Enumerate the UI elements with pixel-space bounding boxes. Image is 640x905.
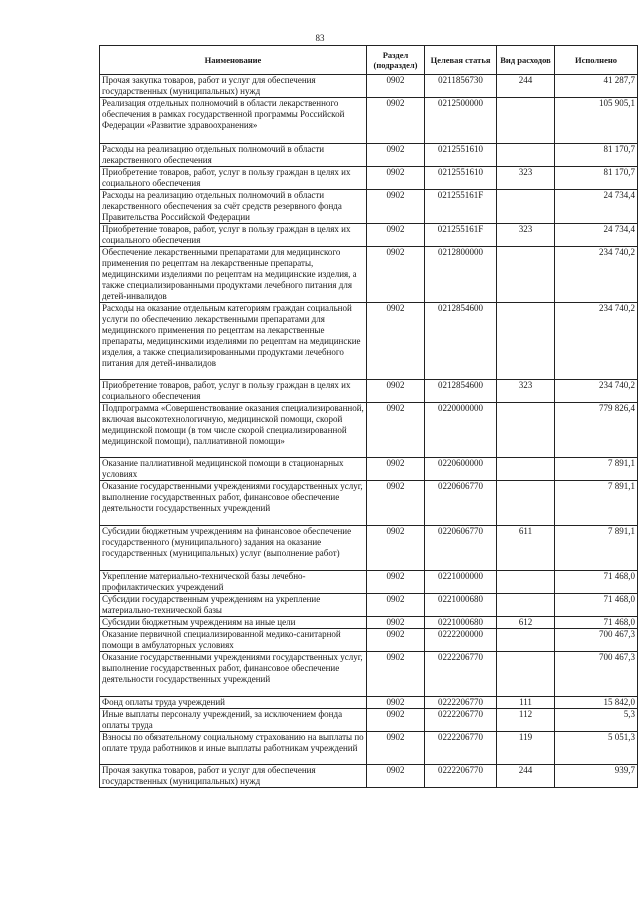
row-type: 611 [497, 526, 555, 571]
table-row [100, 617, 638, 629]
row-amount: 24 734,4 [555, 190, 638, 224]
row-amount: 7 891,1 [555, 481, 638, 526]
row-code: 0222206770 [425, 697, 497, 709]
table-row [100, 224, 638, 247]
row-name: Расходы на оказание отдельным категориям граждан социальной услуги по обеспечению лекарственными препаратами для медицинского применения по рецептам на лекарственные препараты, медицинскими изделиями по рецептам на медицинские изделия, а также специализированными продуктами лечебного питания для детей-инвалидов [100, 303, 367, 380]
row-name: Оказание паллиативной медицинской помощи в стационарных условиях [100, 458, 367, 481]
row-name: Фонд оплаты труда учреждений [100, 697, 367, 709]
row-type: 119 [497, 732, 555, 765]
table-row [100, 167, 638, 190]
table-row [100, 144, 638, 167]
row-code: 0220600000 [425, 458, 497, 481]
table-row [100, 526, 638, 571]
row-section: 0902 [367, 697, 425, 709]
row-name: Реализация отдельных полномочий в области лекарственного обеспечения в рамках государственной программы Российской Федерации «Развитие здравоохранения» [100, 98, 367, 144]
table-row [100, 380, 638, 403]
row-type [497, 629, 555, 652]
row-name: Подпрограмма «Совершенствование оказания специализированной, включая высокотехнологичную, медицинской помощи, скорой медицинской помощи (в том числе скорой специализированной медицинской помощи), паллиативной помощи» [100, 403, 367, 458]
row-code: 0220606770 [425, 481, 497, 526]
row-code: 021255161F [425, 190, 497, 224]
row-name: Прочая закупка товаров, работ и услуг для обеспечения государственных (муниципальных) нужд [100, 75, 367, 98]
row-name: Расходы на реализацию отдельных полномочий в области лекарственного обеспечения [100, 144, 367, 167]
table-row [100, 594, 638, 617]
header-code: Целевая статья [425, 46, 497, 75]
table-row [100, 190, 638, 224]
row-code: 0212854600 [425, 303, 497, 380]
row-amount: 105 905,1 [555, 98, 638, 144]
row-amount: 71 468,0 [555, 571, 638, 594]
row-type [497, 98, 555, 144]
row-type [497, 403, 555, 458]
page-number: 83 [315, 33, 325, 43]
row-amount: 71 468,0 [555, 594, 638, 617]
row-code: 0222206770 [425, 652, 497, 697]
table-row [100, 571, 638, 594]
row-amount: 81 170,7 [555, 167, 638, 190]
row-section: 0902 [367, 765, 425, 788]
table-row [100, 403, 638, 458]
row-section: 0902 [367, 629, 425, 652]
row-name: Оказание государственными учреждениями государственных услуг, выполнение государственных работ, финансовое обеспечение деятельности государственных учреждений [100, 481, 367, 526]
table-row [100, 732, 638, 765]
row-section: 0902 [367, 709, 425, 732]
table-row [100, 709, 638, 732]
row-type [497, 144, 555, 167]
row-amount: 779 826,4 [555, 403, 638, 458]
row-amount: 234 740,2 [555, 247, 638, 303]
row-code: 0220000000 [425, 403, 497, 458]
row-type: 323 [497, 380, 555, 403]
row-name: Приобретение товаров, работ, услуг в пользу граждан в целях их социального обеспечения [100, 224, 367, 247]
row-section: 0902 [367, 190, 425, 224]
row-name: Субсидии бюджетным учреждениям на иные цели [100, 617, 367, 629]
row-amount: 700 467,3 [555, 629, 638, 652]
row-section: 0902 [367, 75, 425, 98]
row-amount: 5,3 [555, 709, 638, 732]
row-section: 0902 [367, 380, 425, 403]
table-row [100, 458, 638, 481]
row-amount: 939,7 [555, 765, 638, 788]
row-code: 0212551610 [425, 167, 497, 190]
row-amount: 71 468,0 [555, 617, 638, 629]
row-name: Взносы по обязательному социальному страхованию на выплаты по оплате труда работников и иные выплаты работникам учреждений [100, 732, 367, 765]
row-section: 0902 [367, 303, 425, 380]
row-code: 0221000680 [425, 594, 497, 617]
row-type: 244 [497, 765, 555, 788]
row-name: Субсидии государственным учреждениям на укрепление материально-технической базы [100, 594, 367, 617]
row-name: Укрепление материально-технической базы лечебно-профилактических учреждений [100, 571, 367, 594]
row-section: 0902 [367, 617, 425, 629]
row-amount: 234 740,2 [555, 303, 638, 380]
row-amount: 700 467,3 [555, 652, 638, 697]
row-type [497, 594, 555, 617]
table-row [100, 303, 638, 380]
row-amount: 81 170,7 [555, 144, 638, 167]
table-header [100, 46, 638, 75]
row-name: Субсидии бюджетным учреждениям на финансовое обеспечение государственного (муниципального) задания на оказание государственных (муниципальных) услуг (выполнение работ) [100, 526, 367, 571]
row-section: 0902 [367, 652, 425, 697]
row-name: Прочая закупка товаров, работ и услуг для обеспечения государственных (муниципальных) нужд [100, 765, 367, 788]
header-section: Раздел (подраздел) [367, 46, 425, 75]
row-section: 0902 [367, 403, 425, 458]
row-section: 0902 [367, 481, 425, 526]
row-amount: 5 051,3 [555, 732, 638, 765]
row-type [497, 190, 555, 224]
row-type: 111 [497, 697, 555, 709]
row-name: Приобретение товаров, работ, услуг в пользу граждан в целях их социального обеспечения [100, 380, 367, 403]
row-code: 0221000680 [425, 617, 497, 629]
budget-table [99, 45, 638, 788]
row-code: 0212800000 [425, 247, 497, 303]
row-amount: 24 734,4 [555, 224, 638, 247]
row-name: Оказание первичной специализированной медико-санитарной помощи в амбулаторных условиях [100, 629, 367, 652]
row-type: 612 [497, 617, 555, 629]
row-type [497, 571, 555, 594]
row-type [497, 458, 555, 481]
row-section: 0902 [367, 224, 425, 247]
row-code: 0222206770 [425, 709, 497, 732]
row-code: 0220606770 [425, 526, 497, 571]
row-type: 112 [497, 709, 555, 732]
row-name: Оказание государственными учреждениями государственных услуг, выполнение государственных работ, финансовое обеспечение деятельности государственных учреждений [100, 652, 367, 697]
row-name: Приобретение товаров, работ, услуг в пользу граждан в целях их социального обеспечения [100, 167, 367, 190]
row-name: Обеспечение лекарственными препаратами для медицинского применения по рецептам на лекарственные препараты, медицинскими изделиями по рецептам на медицинские изделия, а также специализированными продуктами лечебного питания для детей-инвалидов [100, 247, 367, 303]
row-amount: 15 842,0 [555, 697, 638, 709]
row-name: Иные выплаты персоналу учреждений, за исключением фонда оплаты труда [100, 709, 367, 732]
table-row [100, 247, 638, 303]
row-type [497, 652, 555, 697]
table-row [100, 98, 638, 144]
row-name: Расходы на реализацию отдельных полномочий в области лекарственного обеспечения за счёт средств резервного фонда Правительства Российской Федерации [100, 190, 367, 224]
row-type: 244 [497, 75, 555, 98]
row-code: 0211856730 [425, 75, 497, 98]
table-row [100, 765, 638, 788]
table-row [100, 481, 638, 526]
row-section: 0902 [367, 247, 425, 303]
row-amount: 41 287,7 [555, 75, 638, 98]
header-amount: Исполнено [555, 46, 638, 75]
row-code: 0212500000 [425, 98, 497, 144]
row-section: 0902 [367, 526, 425, 571]
header-name: Наименование [100, 46, 367, 75]
row-code: 021255161F [425, 224, 497, 247]
row-code: 0221000000 [425, 571, 497, 594]
row-code: 0222206770 [425, 732, 497, 765]
row-code: 0222206770 [425, 765, 497, 788]
row-amount: 7 891,1 [555, 526, 638, 571]
row-section: 0902 [367, 98, 425, 144]
row-type: 323 [497, 167, 555, 190]
row-section: 0902 [367, 594, 425, 617]
row-type [497, 303, 555, 380]
row-type [497, 247, 555, 303]
row-amount: 234 740,2 [555, 380, 638, 403]
header-type: Вид расходов [497, 46, 555, 75]
table-row [100, 652, 638, 697]
row-section: 0902 [367, 167, 425, 190]
row-section: 0902 [367, 458, 425, 481]
row-section: 0902 [367, 732, 425, 765]
table-row [100, 75, 638, 98]
row-section: 0902 [367, 571, 425, 594]
row-section: 0902 [367, 144, 425, 167]
row-code: 0212551610 [425, 144, 497, 167]
table-body [100, 75, 638, 788]
row-type: 323 [497, 224, 555, 247]
row-code: 0212854600 [425, 380, 497, 403]
row-type [497, 481, 555, 526]
row-code: 0222200000 [425, 629, 497, 652]
table-row [100, 629, 638, 652]
table-row [100, 697, 638, 709]
row-amount: 7 891,1 [555, 458, 638, 481]
